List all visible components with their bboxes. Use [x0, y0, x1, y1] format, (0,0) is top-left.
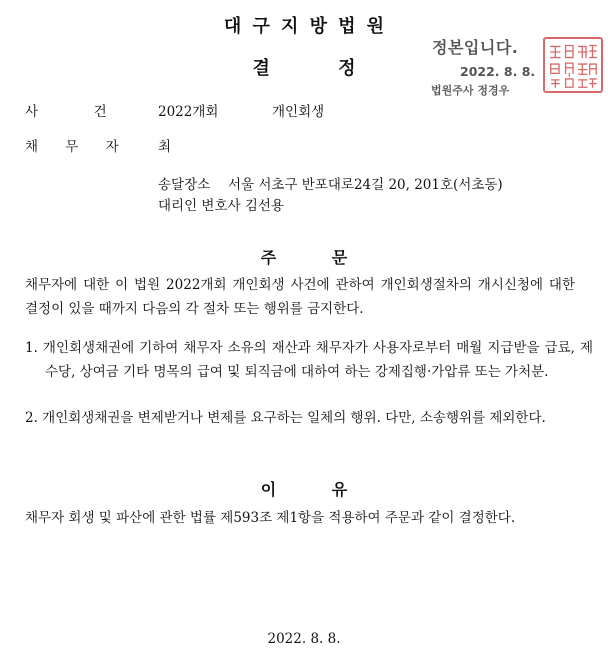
certification-officer: 법원주사 정경우	[431, 84, 510, 97]
certification-date: 2022. 8. 8.	[460, 64, 536, 79]
court-seal	[543, 37, 603, 93]
service-address: 서울 서초구 반포대로24길 20, 201호(서초동)	[228, 177, 503, 193]
debtor-name: 최	[158, 139, 172, 155]
reason-text: 채무자 회생 및 파산에 관한 법률 제593조 제1항을 적용하여 주문과 같이 결정한다.	[25, 510, 516, 526]
document-type: 결 정	[252, 58, 356, 79]
order-intro: 채무자에 대한 이 법원 2022개회 개인회생 사건에 관하여 개인회생절차의 개시신청에 대한 결정이 있을 때까지 다음의 각 절차 또는 행위를 금지한다.	[25, 277, 575, 317]
order-title: 주 문	[260, 248, 348, 267]
agent-name: 대리인 변호사 김선용	[158, 198, 284, 214]
debtor-label: 채 무 자	[25, 139, 131, 155]
case-number: 2022개회	[158, 104, 219, 120]
address-label: 송달장소	[158, 177, 211, 193]
order-item-1: 1. 개인회생채권에 기하여 채무자 소유의 재산과 채무자가 사용자로부터 매월 지급받을 급료, 제수당, 상여금 기타 명목의 급여 및 퇴직금에 대하여 하는 강제집행·가압류 또는 가처분.	[25, 340, 593, 380]
seal-icon	[545, 39, 601, 91]
footer-date: 2022. 8. 8.	[267, 631, 341, 647]
case-type: 개인회생	[272, 104, 325, 120]
certification-text: 정본입니다.	[432, 38, 519, 57]
case-label: 사 건	[25, 104, 133, 120]
order-item-2: 2. 개인회생채권을 변제받거나 변제를 요구하는 일체의 행위. 다만, 소송행위를 제외한다.	[25, 410, 546, 426]
reason-title: 이 유	[260, 480, 348, 499]
court-name: 대구지방법원	[223, 16, 396, 37]
